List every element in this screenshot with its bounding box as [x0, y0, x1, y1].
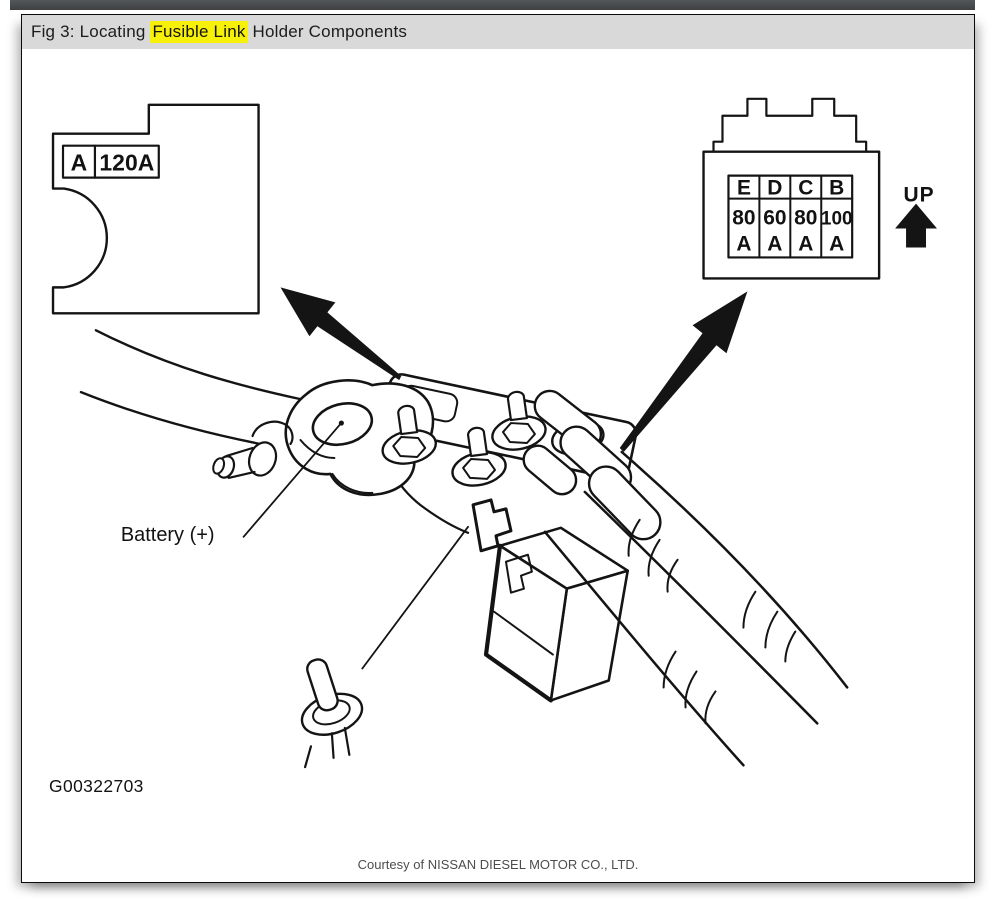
fuse-unit-e: A [736, 232, 752, 256]
fuse-letter-c: C [798, 176, 814, 200]
mounting-stud [275, 651, 375, 769]
cable-terminal-ends [518, 385, 667, 546]
fuse-a-detail [53, 105, 259, 314]
battery-cable-left-lines [81, 330, 300, 444]
courtesy-line: Courtesy of NISSAN DIESEL MOTOR CO., LTD. [357, 857, 639, 872]
fuse-unit-b: A [829, 232, 845, 256]
fuse-letter-b: B [829, 176, 845, 200]
search-highlight: Fusible Link [152, 22, 246, 41]
fuse-amp-e: 80 [732, 206, 756, 230]
fusible-link-holder-box [486, 528, 628, 701]
fuse-letter-d: D [767, 176, 783, 200]
fuse-a-rating: 120A [99, 149, 155, 176]
figure-code: G00322703 [49, 776, 144, 797]
fuse-unit-c: A [798, 232, 814, 256]
fuse-holder-detail [704, 99, 880, 279]
stud-leader-line [362, 527, 468, 669]
document-page [21, 14, 975, 883]
fuse-a-letter: A [70, 149, 88, 176]
battery-positive-label: Battery (+) [120, 523, 215, 546]
fuse-amp-b: 100 [820, 208, 853, 230]
fuse-amp-d: 60 [763, 206, 787, 230]
fusible-link-diagram [22, 15, 974, 882]
up-arrow-icon [895, 204, 937, 248]
fuse-letter-e: E [736, 176, 751, 200]
right-callout-arrow-icon [620, 291, 748, 452]
fuse-amp-c: 80 [794, 206, 818, 230]
left-callout-arrow-icon [281, 287, 402, 380]
up-label: UP [903, 183, 935, 207]
figure-title-prefix: Fig 3: Locating [31, 22, 151, 41]
fuse-unit-d: A [767, 232, 783, 256]
top-bar [10, 0, 975, 10]
figure-title-suffix: Holder Components [247, 22, 408, 41]
